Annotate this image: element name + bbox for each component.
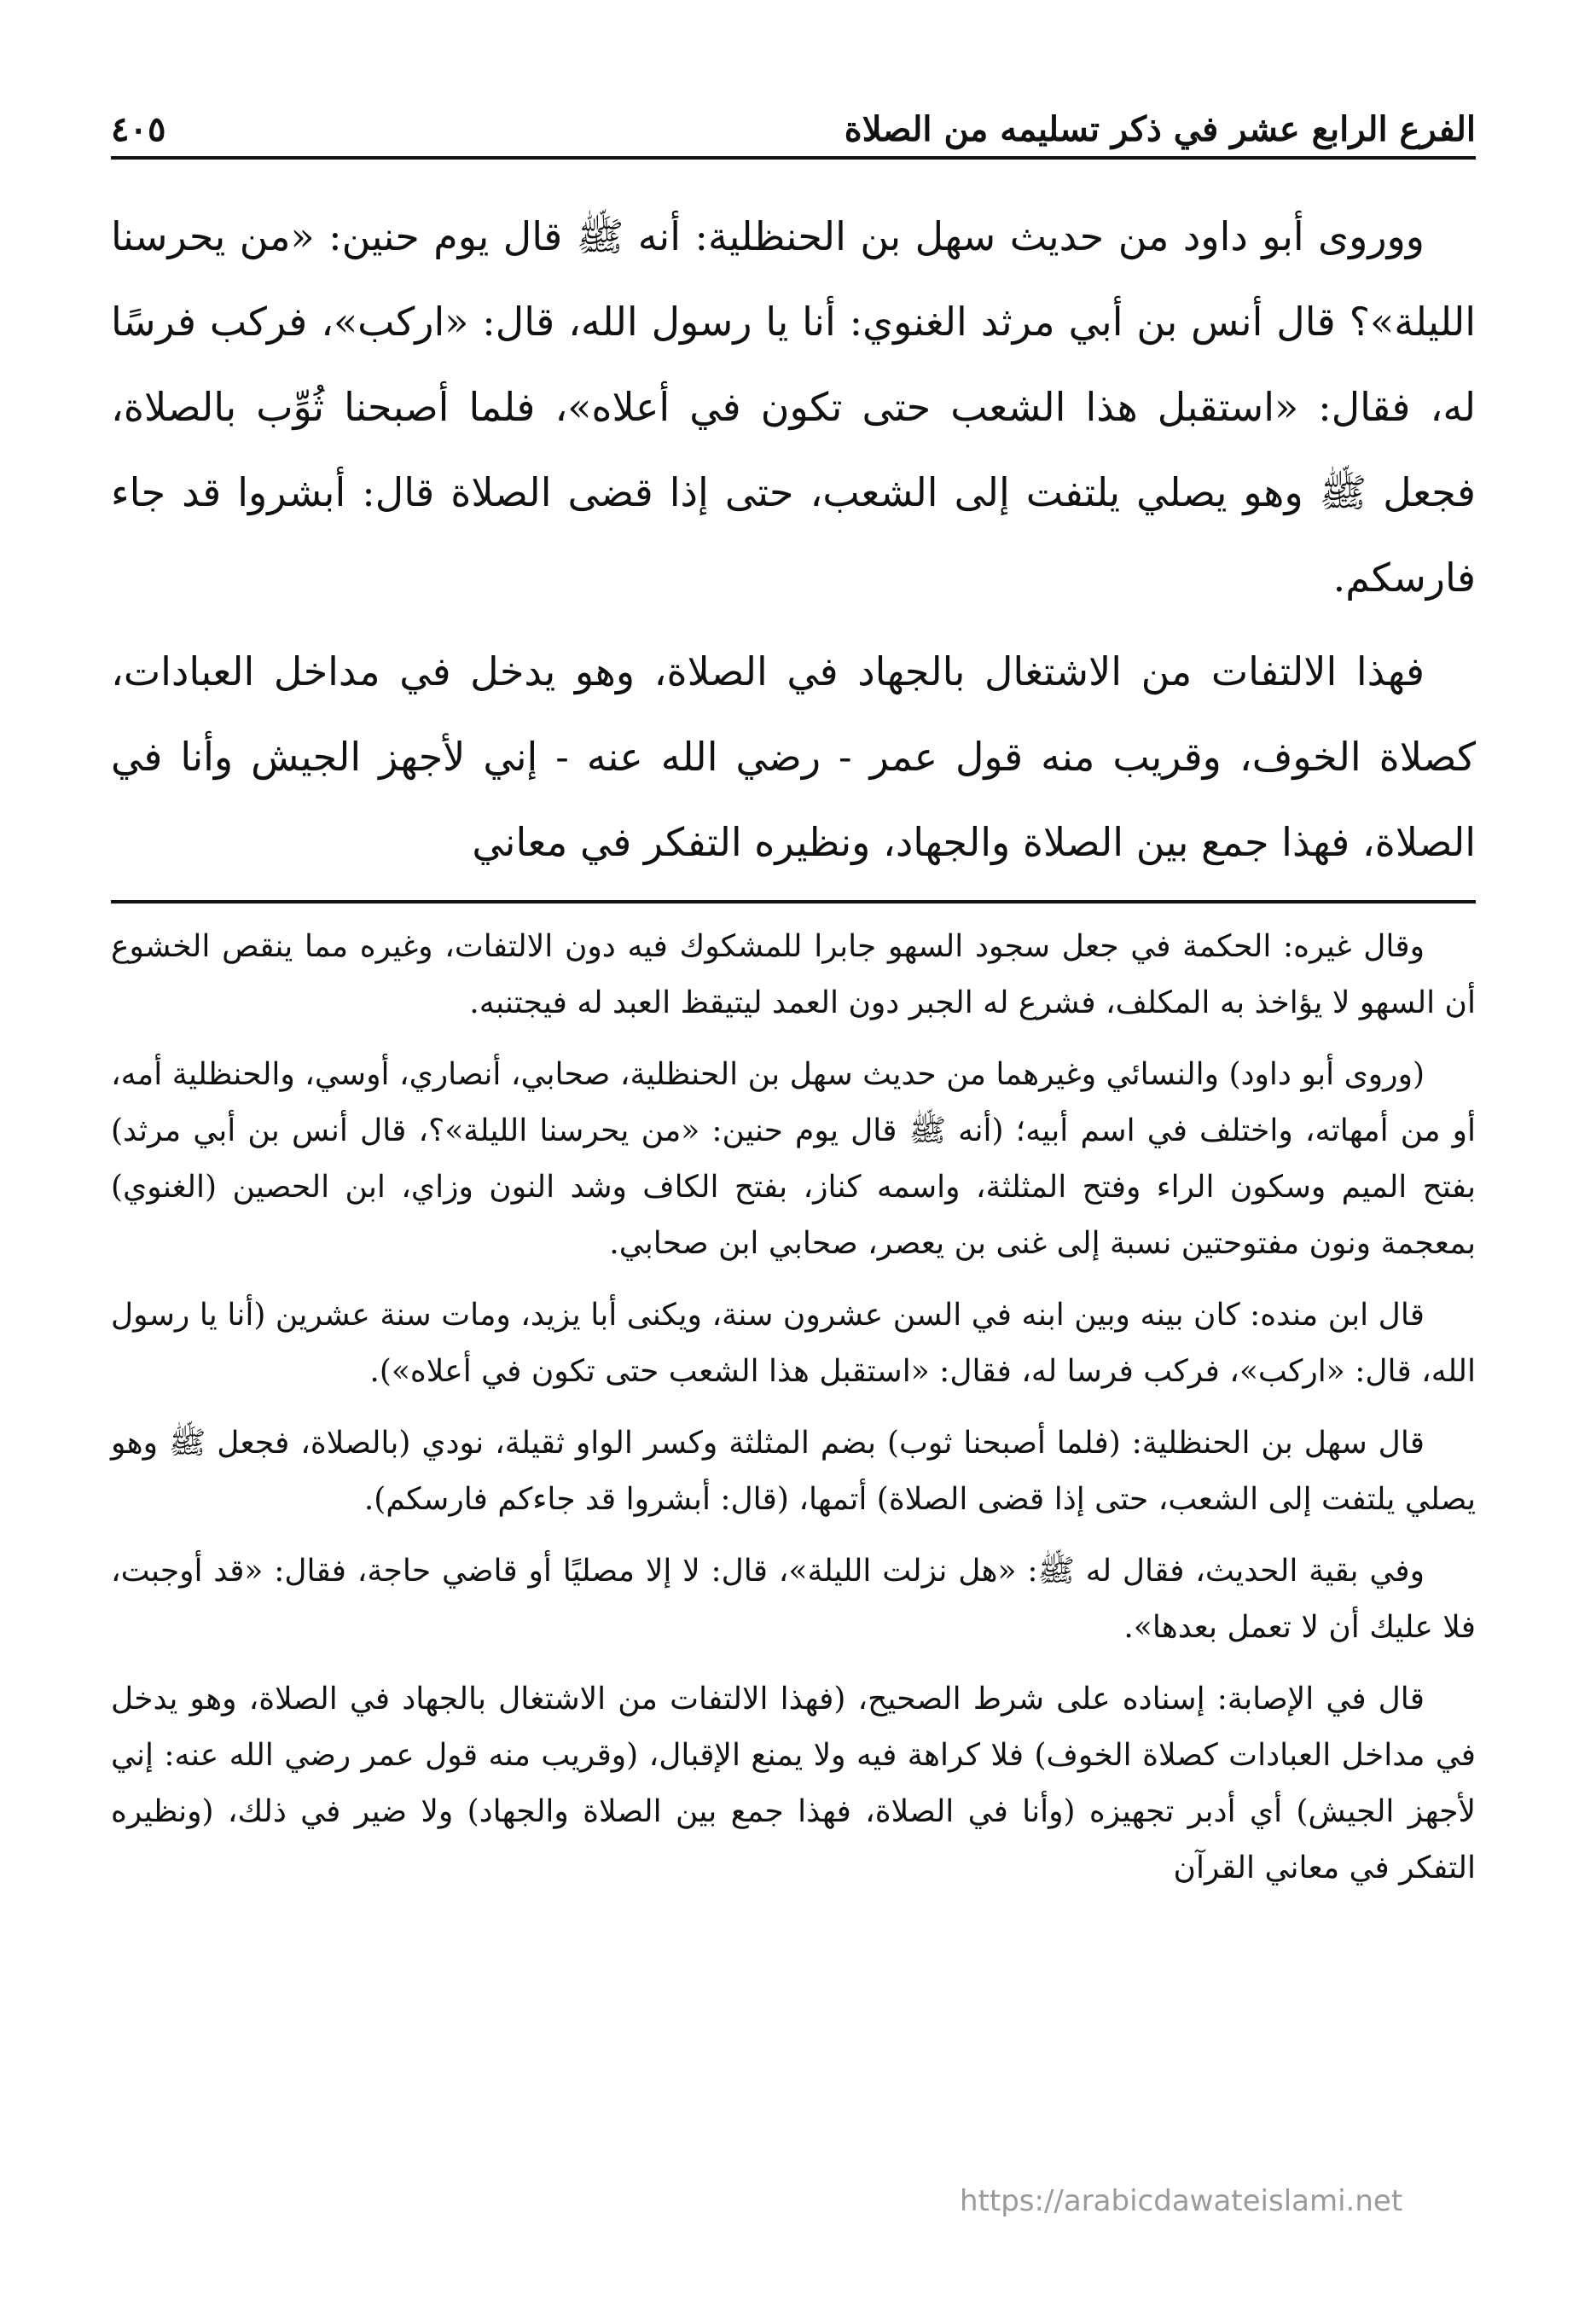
main-paragraph: فهذا الالتفات من الاشتغال بالجهاد في الصلاة، وهو يدخل في مداخل العبادات، كصلاة الخوف، وقريب منه قول عمر - رضي الله عنه - إني لأجهز الجيش وأنا في الصلاة، فهذا جمع بين الصلاة والجهاد، ونظيره التفكر في معاني (111, 648, 1476, 865)
main-text (111, 194, 1476, 885)
divider-line (111, 900, 1476, 903)
commentary-paragraph: قال في الإصابة: إسناده على شرط الصحيح، (فهذا الالتفات من الاشتغال بالجهاد في الصلاة، وهو يدخل في مداخل العبادات كصلاة الخوف) فلا كراهة فيه ولا يمنع الإقبال، (وقريب منه قول عمر رضي الله عنه: إني لأجهز الجيش) أي أدبر تجهيزه (وأنا في الصلاة، فهذا جمع بين الصلاة والجهاد) ولا ضير في ذلك، (ونظيره التفكر في معاني القرآن (111, 1682, 1476, 1885)
commentary-paragraph: وفي بقية الحديث، فقال له ﷺ: «هل نزلت الليلة»، قال: لا إلا مصليًا أو قاضي حاجة، فقال: «قد أوجبت، فلا عليك أن لا تعمل بعدها». (111, 1554, 1476, 1645)
commentary-section (111, 919, 1476, 1897)
page-number: ٤٠٥ (111, 109, 166, 149)
commentary-paragraph: وقال غيره: الحكمة في جعل سجود السهو جابرا للمشكوك فيه دون الالتفات، وغيره مما ينقص الخشوع أن السهو لا يؤاخذ به المكلف، فشرع له الجبر دون العمد ليتيقظ العبد له فيجتنبه. (111, 929, 1476, 1020)
main-paragraph: ووروى أبو داود من حديث سهل بن الحنظلية: أنه ﷺ قال يوم حنين: «من يحرسنا الليلة»؟ قال أنس بن أبي مرثد الغنوي: أنا يا رسول الله، قال: «اركب»، فركب فرسًا له، فقال: «استقبل هذا الشعب حتى تكون في أعلاه»، فلما أصبحنا ثُوِّب بالصلاة، فجعل ﷺ وهو يصلي يلتفت إلى الشعب، حتى إذا قضى الصلاة قال: أبشروا قد جاء فارسكم. (111, 213, 1476, 601)
commentary-paragraph: (وروى أبو داود) والنسائي وغيرهما من حديث سهل بن الحنظلية، صحابي، أنصاري، أوسي، والحنظلية أمه، أو من أمهاته، واختلف في اسم أبيه؛ (أنه ﷺ قال يوم حنين: «من يحرسنا الليلة»؟، قال أنس بن أبي مرثد) بفتح الميم وسكون الراء وفتح المثلثة، واسمه كناز، بفتح الكاف وشد النون وزاي، ابن الحصين (الغنوي) بمعجمة ونون مفتوحتين نسبة إلى غنى بن يعصر، صحابي ابن صحابي. (111, 1057, 1476, 1261)
book-page (111, 81, 1476, 1912)
commentary-paragraph: قال ابن منده: كان بينه وبين ابنه في السن عشرون سنة، ويكنى أبا يزيد، ومات سنة عشرين (أنا يا رسول الله، قال: «اركب»، فركب فرسا له، فقال: «استقبل هذا الشعب حتى تكون في أعلاه»). (111, 1298, 1476, 1389)
website-watermark: https://arabicdawateislami.net (960, 2184, 1403, 2218)
chapter-title: الفرع الرابع عشر في ذكر تسليمه من الصلاة (844, 109, 1476, 149)
commentary-paragraph: قال سهل بن الحنظلية: (فلما أصبحنا ثوب) بضم المثلثة وكسر الواو ثقيلة، نودي (بالصلاة، فجعل ﷺ وهو يصلي يلتفت إلى الشعب، حتى إذا قضى الصلاة) أتمها، (قال: أبشروا قد جاءكم فارسكم). (111, 1426, 1476, 1517)
page-header (111, 81, 1476, 160)
